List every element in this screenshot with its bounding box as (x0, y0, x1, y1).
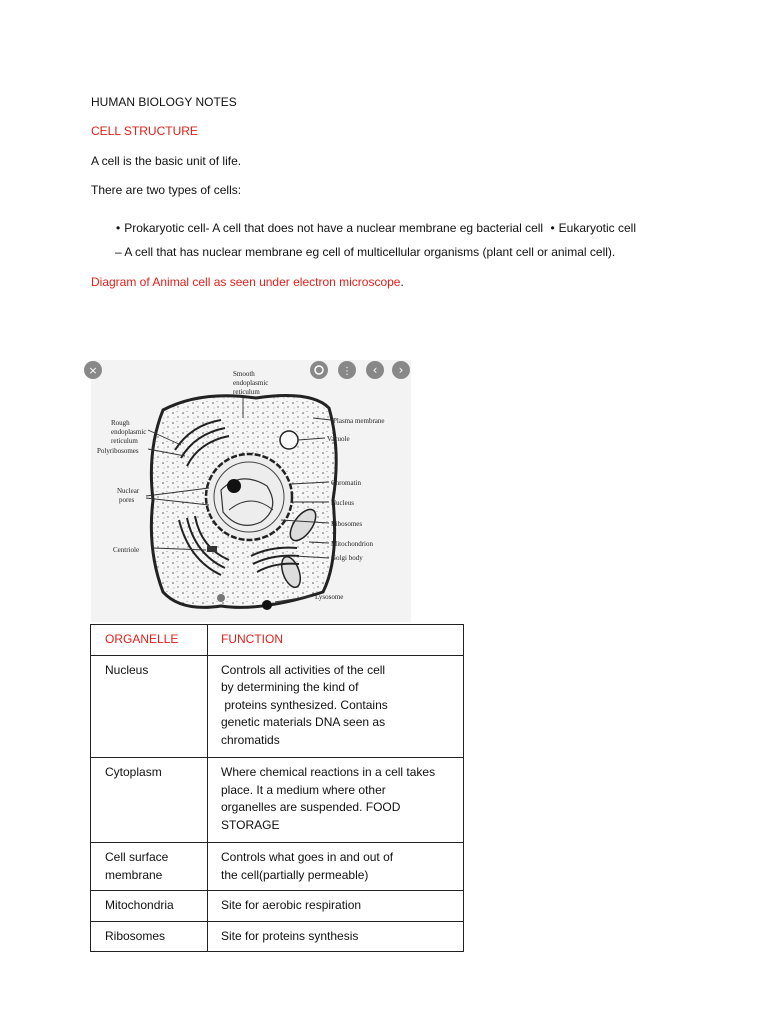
bullet-dot: • (116, 221, 121, 235)
nucleus-shape (206, 454, 292, 540)
label-nuclear-pores-1: Nuclear (117, 487, 140, 495)
types-intro: There are two types of cells: (91, 183, 242, 197)
function-line: chromatids (221, 732, 280, 747)
organelle-name: Nucleus (105, 662, 149, 677)
vacuole-shape (280, 431, 298, 449)
label-centriole: Centriole (113, 546, 140, 554)
table-row (91, 891, 464, 922)
function-cell (208, 758, 464, 843)
label-smooth-er-1: Smooth (233, 370, 255, 378)
label-rough-er-3: reticulum (111, 437, 138, 445)
bullet-prokaryotic: Prokaryotic cell- A cell that does not have a nuclear membrane eg bacterial cell (124, 221, 544, 235)
label-smooth-er-2: endoplasmic (233, 379, 269, 387)
lysosome-shape (262, 600, 272, 610)
function-cell (208, 921, 464, 952)
next-button[interactable] (392, 361, 410, 379)
function-line: Site for aerobic respiration (221, 898, 362, 912)
zoom-button[interactable] (310, 361, 328, 379)
label-polyribosomes: Polyribosomes (97, 447, 139, 455)
header-function: FUNCTION (208, 625, 464, 656)
function-line: STORAGE (221, 817, 280, 832)
animal-cell-diagram (88, 360, 411, 622)
caption-period: . (400, 275, 404, 289)
label-nucleus: Nucleus (331, 499, 354, 507)
organelle-name: Mitochondria (105, 898, 174, 912)
label-vacuole: Vacuole (327, 435, 350, 443)
centriole-shape (207, 546, 217, 552)
function-cell (208, 843, 464, 891)
organelle-name: membrane (105, 867, 163, 882)
function-cell (208, 891, 464, 922)
table-row (91, 655, 464, 758)
organelle-name: Ribosomes (105, 928, 166, 943)
function-line: Controls what goes in and out of (221, 850, 394, 864)
label-rough-er-2: endoplasmic (111, 428, 147, 436)
table-header-row (91, 625, 464, 656)
table-row (91, 921, 464, 952)
diagram-caption (91, 275, 404, 289)
chevron-left-icon: ‹ (372, 363, 378, 377)
table-row (91, 843, 464, 891)
organelle-function-table (90, 624, 464, 952)
organelle-name: Cytoplasm (105, 765, 162, 779)
bullet-eukaryotic: Eukaryotic cell (558, 221, 637, 235)
close-icon: × (88, 364, 98, 377)
table-row (91, 758, 464, 843)
bullet-eukaryotic-continued: – A cell that has nuclear membrane eg cell of multicellular organisms (plant cell or animal cell). (115, 245, 616, 259)
function-line: Site for proteins synthesis (221, 928, 359, 943)
label-chromatin: Chromatin (331, 479, 361, 487)
more-icon: ⋮ (342, 366, 352, 377)
function-line: Where chemical reactions in a cell takes (221, 765, 436, 779)
organelle-cell (91, 843, 208, 891)
function-line: the cell(partially permeable) (221, 867, 369, 882)
label-plasma-membrane: Plasma membrane (333, 417, 385, 425)
organelle-cell (91, 758, 208, 843)
function-line: by determining the kind of (221, 680, 359, 694)
function-line: organelles are suspended. FOOD (221, 800, 401, 814)
organelle-cell (91, 921, 208, 952)
function-cell (208, 655, 464, 758)
doc-title: HUMAN BIOLOGY NOTES (91, 95, 237, 109)
cell-types-bullets (116, 221, 636, 235)
diagram-caption-text: Diagram of Animal cell as seen under electron microscope (91, 275, 401, 289)
function-line: genetic materials DNA seen as (221, 715, 386, 729)
function-line: place. It a medium where other (221, 782, 386, 797)
organelle-name: Cell surface (105, 850, 169, 864)
organelle-cell (91, 655, 208, 758)
intro-text: A cell is the basic unit of life. (91, 154, 242, 168)
label-nuclear-pores-2: pores (119, 496, 135, 504)
label-lysosome: Lysosome (315, 593, 344, 601)
label-mitochondrion: Mitochondrion (331, 540, 373, 548)
function-line: proteins synthesized. Contains (221, 697, 388, 712)
label-ribosomes: Ribosomes (331, 520, 363, 528)
close-button[interactable] (84, 361, 102, 379)
organelle-cell (91, 891, 208, 922)
label-smooth-er-3: reticulum (233, 388, 260, 396)
bullet-dot: • (550, 221, 555, 235)
function-line: Controls all activities of the cell (221, 662, 386, 677)
more-button[interactable] (338, 361, 356, 379)
prev-button[interactable] (366, 361, 384, 379)
chevron-right-icon: › (398, 363, 404, 377)
label-rough-er-1: Rough (111, 419, 130, 427)
label-golgi-body: Golgi body (331, 554, 363, 562)
header-organelle: ORGANELLE (91, 625, 208, 656)
section-heading: CELL STRUCTURE (91, 124, 198, 138)
